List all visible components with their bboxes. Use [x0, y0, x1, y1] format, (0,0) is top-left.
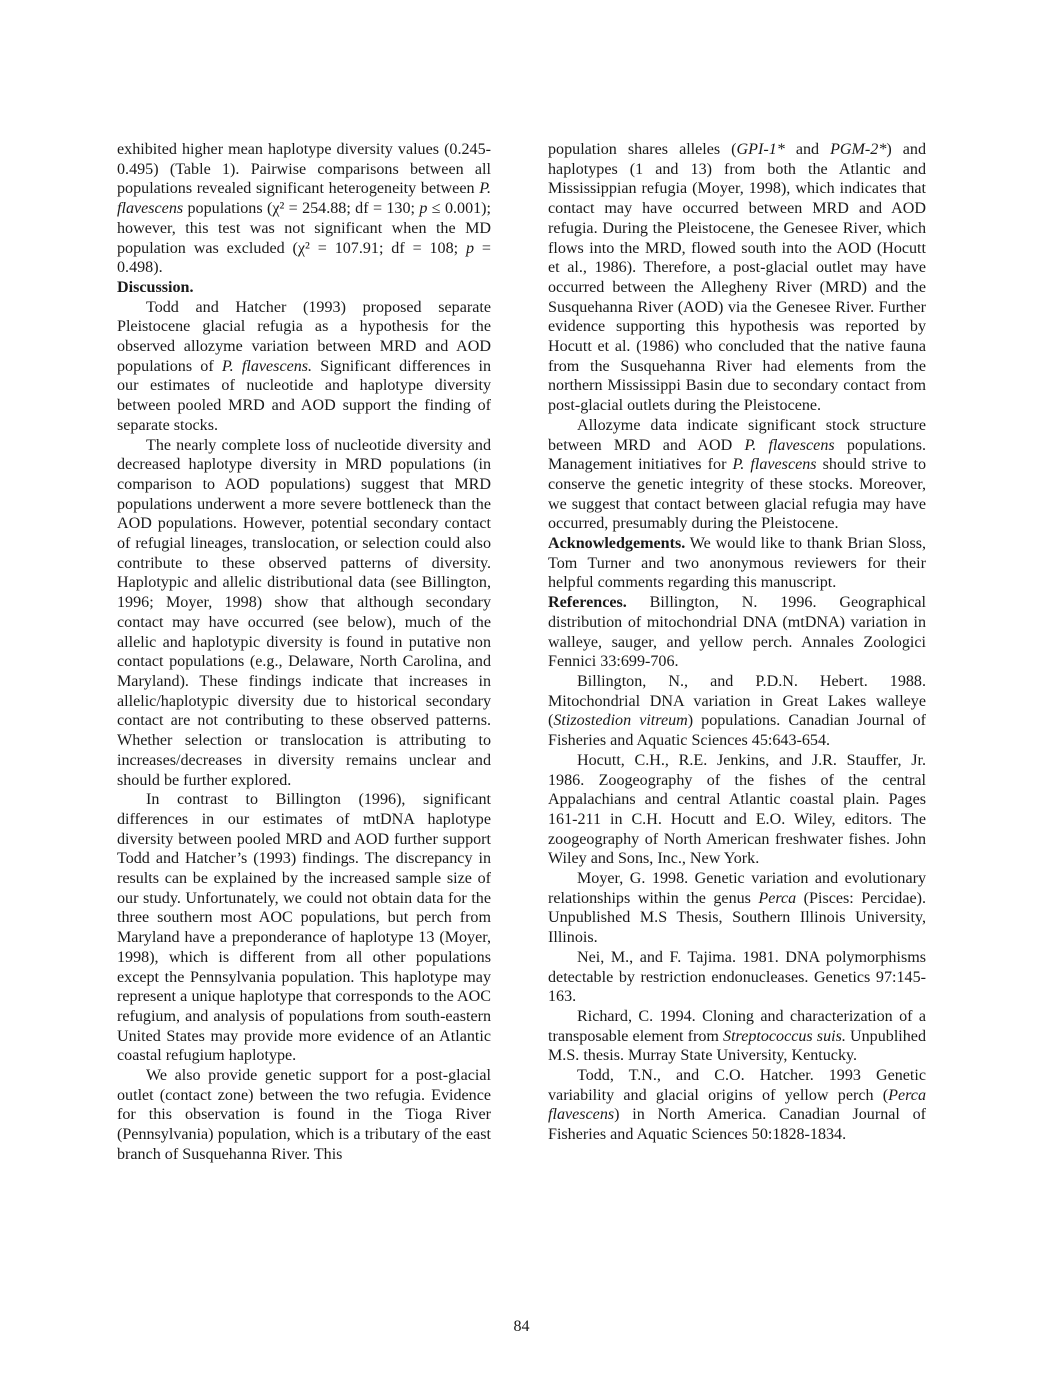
reference-item: Billington, N., and P.D.N. Hebert. 1988. Mitochondrial DNA variation in Great Lakes walleye (Stizostedion vitreum) populations. Canadian Journal of Fisheries and Aquatic Sciences 45:643-654.: [548, 672, 926, 750]
reference-item: Moyer, G. 1998. Genetic variation and evolutionary relationships within the genus Perca (Pisces: Percidae). Unpublished M.S Thesis, Southern Illinois University, Illinois.: [548, 870, 926, 947]
reference-item: Richard, C. 1994. Cloning and characterization of a transposable element from Streptococcus suis. Unpublihed M.S. thesis. Murray State University, Kentucky.: [548, 1007, 926, 1065]
species-name: P. flavescens.: [221, 357, 313, 375]
discussion-paragraph: population shares alleles (GPI-1* and PGM-2*) and haplotypes (1 and 13) from both the Atlantic and Mississippian refugia (Moyer, 1998), which indicates that contact may have occurred between MRD and AOD refugia. During the Pleistocene, the Genesee River, which flows into the MRD, flowed south into the AOD (Hocutt et al., 1986). Therefore, a post-glacial outlet may have occurred between the Allegheny River (MRD) and the Susquehanna River (AOD) via the Genesee River. Further evidence supporting this hypothesis was reported by Hocutt et al. (1986) who concluded that the native fauna from the Susquehanna River had elements from the northern Mississippi Basin due to secondary contact from post-glacial outlets during the Pleistocene.: [548, 141, 926, 415]
allele-name: GPI-1*: [736, 141, 785, 158]
discussion-paragraph: The nearly complete loss of nucleotide diversity and decreased haplotype diversity in MRD populations (in comparison to AOD populations) suggest that MRD populations underwent a more severe bottleneck than the AOD populations. However, potential secondary contact of refugial lineages, translocation, or selection could also contribute to these observed patterns of diversity. Haplotypic and allelic distributional data (see Billington, 1996; Moyer, 1998) show that although secondary contact may have occurred (see below), much of the allelic and haplotypic diversity is found in putative non contact populations (e.g., Delaware, North Carolina, and Maryland). These findings indicate that increases in allelic/haplotypic diversity due to historical secondary contact are not contributing to these observed patterns. Whether selection or translocation is attributing to increases/decreases in diversity remains unclear and should be further explored.: [117, 436, 491, 789]
discussion-heading: Discussion.: [117, 278, 194, 296]
acknowledgements-paragraph: Acknowledgements. We would like to thank Brian Sloss, Tom Turner and two anonymous reviewers for their helpful comments regarding this manuscript.: [548, 535, 926, 592]
species-name: P. flavescens: [744, 436, 835, 454]
right-column: [548, 140, 926, 1145]
p-symbol: p: [419, 200, 428, 218]
reference-item: References. Billington, N. 1996. Geographical distribution of mitochondrial DNA (mtDNA) variation in walleye, sauger, and yellow perch. Annales Zoologici Fennici 33:699-706.: [548, 594, 926, 671]
discussion-paragraph: Todd and Hatcher (1993) proposed separate Pleistocene glacial refugia as a hypothesis for the observed allozyme variation between MRD and AOD populations of P. flavescens. Significant differences in our estimates of nucleotide and haplotype diversity between pooled MRD and AOD support the finding of separate stocks.: [117, 298, 491, 434]
left-column: [117, 140, 491, 1165]
genus-name: Perca: [758, 889, 797, 907]
acknowledgements-heading: Acknowledgements.: [548, 535, 686, 553]
discussion-paragraph: In contrast to Billington (1996), significant differences in our estimates of mtDNA haplotype diversity between pooled MRD and AOD further support Todd and Hatcher’s (1993) findings. The discrepancy in results can be explained by the increased sample size of our study. Unfortunately, we could not obtain data for the three southern most AOC populations, but perch from Maryland have a preponderance of haplotype 13 (Moyer, 1998), which is different from all other populations except the Pennsylvania population. This haplotype may represent a unique haplotype that corresponds to the AOC refugium, and analysis of populations from south-eastern United States may provide more evidence of an Atlantic coastal refugium haplotype.: [117, 791, 491, 1065]
species-name: Perca flavescens: [548, 1086, 926, 1124]
species-name: P. flavescens: [732, 456, 817, 474]
species-name: Streptococcus suis.: [723, 1027, 846, 1045]
species-name: P. flavescens: [117, 180, 491, 218]
reference-item: Todd, T.N., and C.O. Hatcher. 1993 Genetic variability and glacial origins of yellow perch (Perca flavescens) in North America. Canadian Journal of Fisheries and Aquatic Sciences 50:1828-1834.: [548, 1067, 926, 1144]
page-number: 84: [513, 1318, 530, 1335]
results-paragraph: exhibited higher mean haplotype diversity values (0.245-0.495) (Table 1). Pairwise comparisons between all populations revealed significant heterogeneity between P. flavescens populations (χ² = 254.88; df = 130; p ≤ 0.001); however, this test was not significant when the MD population was excluded (χ² = 107.91; df = 108; p = 0.498).: [117, 141, 491, 277]
allele-name: PGM-2*: [830, 141, 887, 158]
reference-item: Nei, M., and F. Tajima. 1981. DNA polymorphisms detectable by restriction endonucleases. Genetics 97:145-163.: [548, 948, 926, 1006]
references-heading: References.: [548, 594, 627, 612]
discussion-paragraph: Allozyme data indicate significant stock structure between MRD and AOD P. flavescens populations. Management initiatives for P. flavescens should strive to conserve the genetic integrity of these stocks. Moreover, we suggest that contact between glacial refugia may have occurred, presumably during the Pleistocene.: [548, 416, 927, 533]
reference-item: Hocutt, C.H., R.E. Jenkins, and J.R. Stauffer, Jr. 1986. Zoogeography of the fishes of the central Appalachians and central Atlantic coastal plain. Pages 161-211 in C.H. Hocutt and E.O. Wiley, editors. The zoogeography of North American freshwater fishes. John Wiley and Sons, Inc., New York.: [548, 751, 926, 868]
p-symbol: p: [466, 239, 475, 257]
species-name: Stizostedion vitreum: [553, 712, 688, 730]
discussion-paragraph: We also provide genetic support for a post-glacial outlet (contact zone) between the two refugia. Evidence for this observation is found in the Tioga River (Pennsylvania) population, which is a tributary of the east branch of Susquehanna River. This: [117, 1067, 491, 1163]
